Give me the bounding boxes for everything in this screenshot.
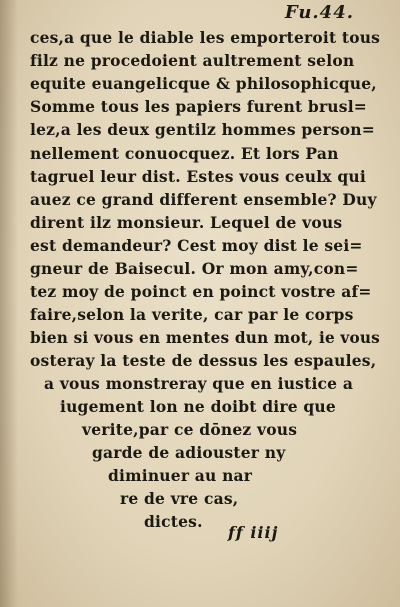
text-line-11: gneur de Baisecul. Or mon amy,con= [30, 259, 359, 278]
text-line-8: auez ce grand different ensemble? Duy [30, 190, 377, 209]
text-line-4: Somme tous les papiers furent brusl= [30, 97, 367, 116]
text-line-22: dictes. [144, 512, 203, 531]
text-line-14: bien si vous en mentes dun mot, ie vous [30, 328, 380, 347]
text-line-5: lez,a les deux gentilz hommes person= [30, 120, 375, 139]
text-line-21: re de vre cas, [120, 489, 239, 508]
text-line-16: a vous monstreray que en iustice a [44, 374, 354, 393]
text-line-2: filz ne procedoient aultrement selon [30, 51, 355, 70]
text-line-20: diminuer au nar [108, 466, 253, 485]
text-line-12: tez moy de poinct en poinct vostre af= [30, 282, 372, 301]
text-line-7: tagruel leur dist. Estes vous ceulx qui [30, 167, 366, 186]
folio-header: Fu.44. [284, 2, 354, 23]
text-line-3: equite euangelicque & philosophicque, [30, 74, 377, 93]
text-line-18: verite,par ce dōnez vous [82, 420, 298, 439]
text-line-10: est demandeur? Cest moy dist le sei= [30, 236, 363, 255]
text-line-19: garde de adiouster ny [92, 443, 286, 462]
text-line-9: dirent ilz monsieur. Lequel de vous [30, 213, 343, 232]
text-line-17: iugement lon ne doibt dire que [60, 397, 336, 416]
spine-shadow [0, 0, 18, 607]
signature-mark: ff iiij [228, 523, 279, 542]
text-line-6: nellement conuocquez. Et lors Pan [30, 144, 339, 163]
text-line-1: ces,a que le diable les emporteroit tous [30, 28, 381, 47]
text-line-15: osteray la teste de dessus les espaules, [30, 351, 377, 370]
text-line-13: faire,selon la verite, car par le corps [30, 305, 354, 324]
